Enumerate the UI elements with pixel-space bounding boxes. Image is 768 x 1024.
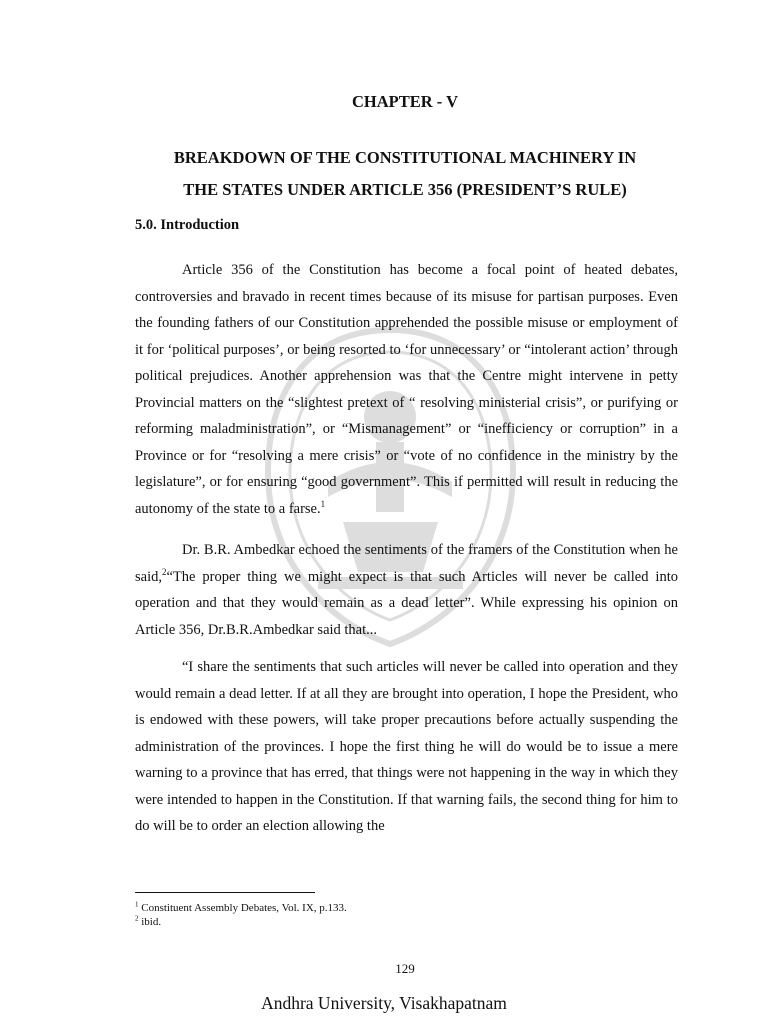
footnote-divider [135, 892, 315, 893]
footnote-marker: 1 [135, 900, 139, 909]
chapter-heading: CHAPTER - V [351, 92, 459, 111]
paragraph-text: “The proper thing we might expect is that such Articles will never be called into operation and that they would remain as a dead letter”. While expressing his opinion on Article 356, Dr.B.R.Ambedkar said that... [135, 568, 678, 638]
page-footer: Andhra University, Visakhapatnam [261, 993, 507, 1013]
footnote [135, 916, 161, 929]
footnote-reference: 1 [320, 498, 326, 509]
paragraph [135, 257, 678, 522]
footnote-text: Constituent Assembly Debates, Vol. IX, p.133. [141, 902, 347, 914]
footnote [135, 902, 347, 915]
chapter-title-line: BREAKDOWN OF THE CONSTITUTIONAL MACHINERY IN [173, 148, 637, 167]
block-quote: “I share the sentiments that such articles will never be called into operation and they would remain a dead letter. If at all they are brought into operation, I hope the President, who is endowed with these powers, will take proper precautions before actually suspending the administration of the provinces. I hope the first thing he will do would be to issue a mere warning to a province that has erred, that things were not happening in the way in which they were intended to happen in the Constitution. If that warning fails, the second thing for him to do will be to order an election allowing the [135, 659, 678, 834]
chapter-title-line: THE STATES UNDER ARTICLE 356 (PRESIDENT’S RULE) [183, 180, 627, 199]
page-number: 129 [395, 961, 415, 976]
paragraph [135, 537, 678, 643]
footnote-marker: 2 [135, 914, 139, 923]
footnote-text: ibid. [141, 916, 162, 928]
section-heading: 5.0. Introduction [135, 217, 240, 233]
chapter-title [120, 142, 690, 206]
footnote-reference: 2 [161, 566, 167, 577]
paragraph-text: Dr. B.R. Ambedkar echoed the sentiments of the framers of the Constitution when he said, [135, 542, 678, 585]
paragraph-text: Article 356 of the Constitution has become a focal point of heated debates, controversies and bravado in recent times because of its misuse for partisan purposes. Even the founding fathers of our Constitution apprehended the possible misuse or employment of it for ‘political purposes’, or being resorted to ‘for unnecessary’ or “intolerant action’ through political prejudices. Another apprehension was that the Centre might intervene in petty Provincial matters on the “slightest pretext of “ resolving ministerial crisis”, or purifying or reforming maladministration”, or “Mismanagement” or “inefficiency or corruption” in a Province or for “resolving a mere crisis” or “vote of no confidence in the ministry by the legislature”, or for ensuring “good government”. This if permitted will result in reducing the autonomy of the state to a farse. [135, 262, 678, 517]
